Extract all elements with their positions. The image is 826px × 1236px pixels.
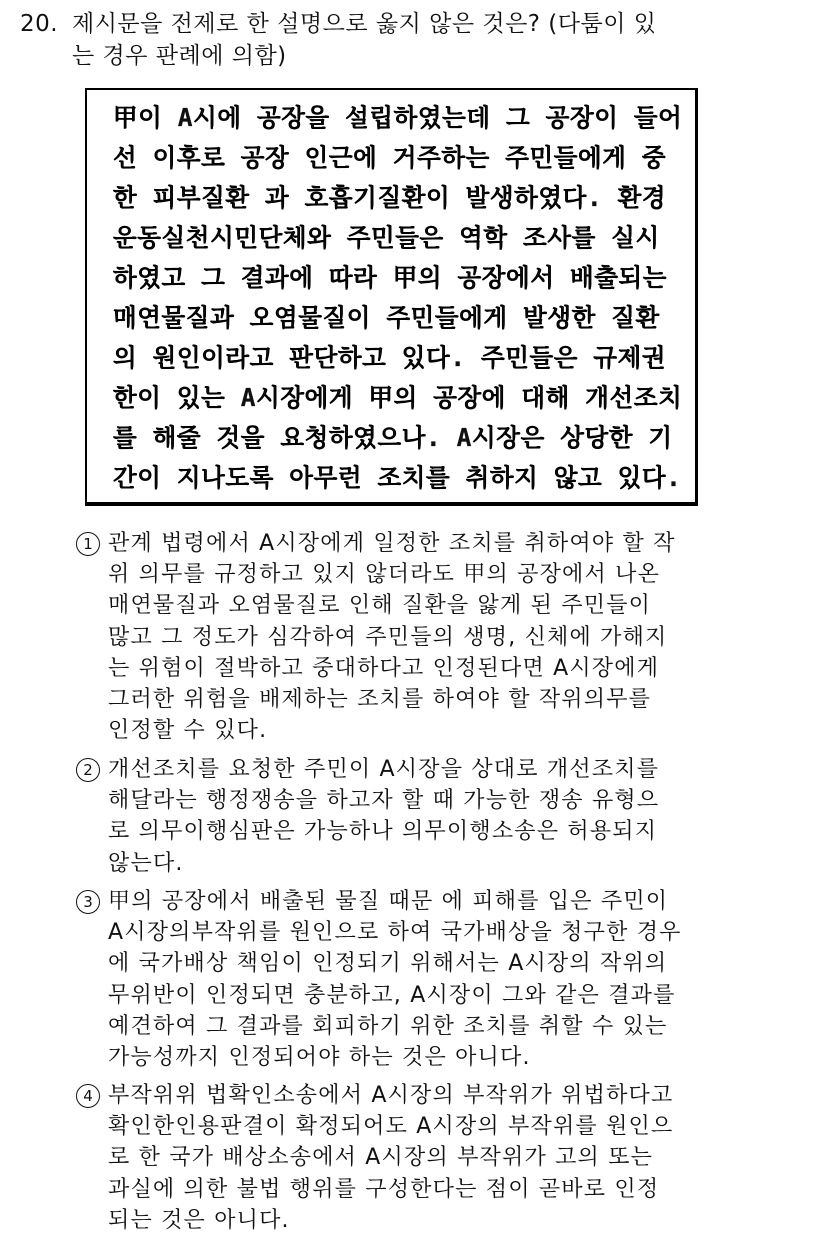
option-marker-2: 2 xyxy=(76,758,100,782)
option-line: 개선조치를 요청한 주민이 A시장을 상대로 개선조치를 xyxy=(108,757,660,782)
passage-line: 의 원인이라고 판단하고 있다. 주민들은 규제권 xyxy=(113,343,667,372)
question-stem xyxy=(20,8,810,72)
option-line: 확인한인용판결이 확정되어도 A시장의 부작위를 원인으 xyxy=(108,1114,674,1140)
option-2[interactable] xyxy=(76,754,816,879)
option-line: 는 위험이 절박하고 중대하다고 인정된다면 A시장에게 xyxy=(108,655,660,681)
option-line: 부작위위 법확인소송에서 A시장의 부작위가 위법하다고 xyxy=(108,1083,674,1108)
question-text-1: 제시문을 전제로 한 설명으로 옳지 않은 것은? (다툼이 있 xyxy=(72,11,657,37)
passage-line: 선 이후로 공장 인근에 거주하는 주민들에게 중 xyxy=(113,143,667,172)
option-line: 로 의무이행심판은 가능하나 의무이행소송은 허용되지 xyxy=(108,819,658,845)
option-line: 되는 것은 아니다. xyxy=(108,1207,290,1233)
option-line: 인정할 수 있다. xyxy=(108,718,268,744)
passage-box xyxy=(85,88,698,506)
option-marker-1: 1 xyxy=(76,532,100,556)
passage-line: 한 피부질환 과 호흡기질환이 발생하였다. 환경 xyxy=(113,183,667,212)
passage-line: 를 해줄 것을 요청하였으나. A시장은 상당한 기 xyxy=(113,423,673,452)
option-line: 무위반이 인정되면 충분하고, A시장이 그와 같은 결과를 xyxy=(108,982,676,1008)
passage-line: 간이 지나도록 아무런 조치를 취하지 않고 있다. xyxy=(113,463,682,492)
question-text-2: 는 경우 판례에 의함) xyxy=(72,43,287,69)
passage-line: 하였고 그 결과에 따라 甲의 공장에서 배출되는 xyxy=(113,263,668,292)
question-number: 20. xyxy=(20,11,59,37)
option-line: 많고 그 정도가 심각하여 주민들의 생명, 신체에 가해지 xyxy=(108,624,668,650)
option-line: 로 한 국가 배상소송에서 A시장의 부작위가 고의 또는 xyxy=(108,1145,654,1171)
option-line: 甲의 공장에서 배출된 물질 때문 에 피해를 입은 주민이 xyxy=(108,889,669,914)
option-line: 그러한 위험을 배제하는 조치를 하여야 할 작위의무를 xyxy=(108,687,652,713)
option-line: 에 국가배상 책임이 인정되기 위해서는 A시장의 작위의 xyxy=(108,951,668,977)
option-marker-3: 3 xyxy=(76,890,100,914)
option-line: 않는다. xyxy=(108,850,184,876)
option-line: 예견하여 그 결과를 회피하기 위한 조치를 취할 수 있는 xyxy=(108,1013,668,1039)
option-1[interactable] xyxy=(76,528,816,746)
option-line: 해달라는 행정쟁송을 하고자 할 때 가능한 쟁송 유형으 xyxy=(108,788,660,814)
passage-line: 한이 있는 A시장에게 甲의 공장에 대해 개선조치 xyxy=(113,383,683,412)
passage-line: 甲이 A시에 공장을 설립하였는데 그 공장이 들어 xyxy=(113,103,683,132)
option-line: 관계 법령에서 A시장에게 일정한 조치를 취하여야 할 작 xyxy=(108,531,676,556)
passage-line: 운동실천시민단체와 주민들은 역학 조사를 실시 xyxy=(113,223,660,252)
option-line: 위 의무를 규정하고 있지 않더라도 甲의 공장에서 나온 xyxy=(108,562,661,588)
option-marker-4: 4 xyxy=(76,1084,100,1108)
option-line: 매연물질과 오염물질로 인해 질환을 앓게 된 주민들이 xyxy=(108,593,652,619)
option-line: 가능성까지 인정되어야 하는 것은 아니다. xyxy=(108,1045,531,1071)
option-4[interactable] xyxy=(76,1080,816,1236)
option-3[interactable] xyxy=(76,886,816,1073)
option-line: 과실에 의한 불법 행위를 구성한다는 점이 곧바로 인정 xyxy=(108,1176,660,1202)
question-line-1 xyxy=(20,8,810,40)
passage-line: 매연물질과 오염물질이 주민들에게 발생한 질환 xyxy=(113,303,660,332)
option-line: A시장의부작위를 원인으로 하여 국가배상을 청구한 경우 xyxy=(108,920,682,946)
